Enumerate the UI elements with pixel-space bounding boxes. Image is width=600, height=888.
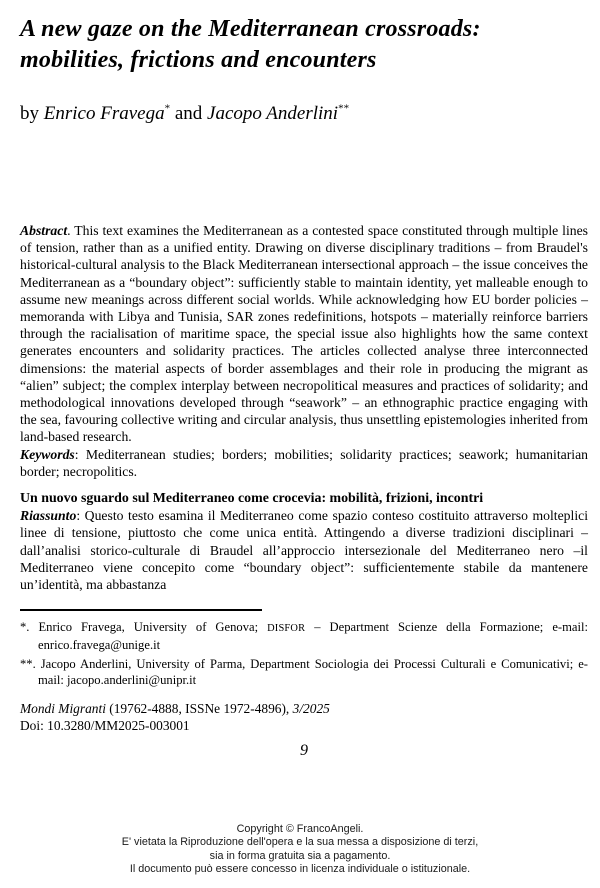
copyright-line-2: E' vietata la Riproduzione dell'opera e la sua messa a disposizione di terzi, [121, 836, 479, 849]
riassunto-text: : Questo testo esamina il Mediterraneo come spazio conteso costituito attraverso molteplici linee di tensione, piuttosto che come unica entità. Attingendo a diverse tradizioni disciplinari – dall’analisi storico-culturale di Braudel all’approccio intersezionale del Mediterraneo nero –il Mediterraneo viene concepito come “boundary object”: sufficientemente stabile da mantenere un’identità, ma abbastanza [20, 508, 588, 593]
byline-prefix: by [20, 103, 44, 124]
abstract-label: Abstract [20, 223, 68, 238]
journal-doi: Doi: 10.3280/MM2025-003001 [20, 717, 190, 733]
footnote-2 [20, 656, 588, 688]
copyright-notice [0, 823, 600, 876]
journal-info [20, 701, 588, 734]
riassunto-paragraph [20, 507, 588, 593]
abstract-text: . This text examines the Mediterranean as a contested space constituted through multiple lines of tension, rather than as a unified entity. Drawing on diverse disciplinary traditions – from Braudel's historical-cultural analysis to the Black Mediterranean intersectional approach – the issue conceives the Mediterranean as a “boundary object”: sufficiently stable to maintain identity, yet malleable enough to assume new meanings across different social worlds. While acknowledging how EU border policies – memoranda with Libya and Tunisia, SAR zones redefinitions, hotspots – materially reinforce barriers through the racialisation of maritime space, the special issue also highlights how the same context generates encounters and solidarity practices. The articles collected analyse three interconnected dimensions: the material aspects of border assemblages and their role in producing the migrant as “alien” subject; the complex interplay between necropolitical measures and practices of solidarity; and methodological innovations developed through “seawork” – an ethnographic practice engaging with the sea, favouring collective writing and circular analysis, thus unsettling epistemologies inherited from land-based research. [20, 223, 588, 445]
byline-conjunction: and [170, 103, 208, 124]
author-2: Jacopo Anderlini [207, 103, 339, 124]
footnote-separator-rule [20, 609, 262, 611]
journal-issue: 3/2025 [292, 701, 330, 717]
abstract-paragraph [20, 222, 588, 446]
footnote-1-text-after: – Department Scienze della Formazione; e-mail: enrico.fravega@unige.it [38, 620, 588, 653]
keywords-text: : Mediterranean studies; borders; mobilities; solidarity practices; seawork; humanitarian border; necropolitics. [20, 446, 588, 479]
author-1: Enrico Fravega [43, 103, 165, 124]
italian-title: Un nuovo sguardo sul Mediterraneo come crocevia: mobilità, frizioni, incontri [20, 491, 484, 507]
footnote-2-marker: **. [20, 657, 36, 672]
article-title: A new gaze on the Mediterranean crossroads: mobilities, frictions and encounters [20, 16, 481, 73]
riassunto-label: Riassunto [20, 508, 77, 524]
byline [20, 103, 588, 125]
abstract-section [20, 222, 588, 480]
author-2-footnote-mark: ** [338, 102, 350, 115]
footnote-1-marker: *. [20, 620, 30, 635]
footnote-1-text: Enrico Fravega, University of Genova; [29, 620, 268, 635]
copyright-line-4: Il documento può essere concesso in licenza individuale o istituzionale. [129, 862, 471, 875]
journal-name: Mondi Migranti [20, 701, 106, 717]
journal-issn: (19762-4888, ISSNe 1972-4896), [105, 701, 293, 717]
journal-line [20, 701, 588, 718]
footnote-2-text: Jacopo Anderlini, University of Parma, Department Sociologia dei Processi Culturali e Comunicativi; e-mail: jacopo.anderlini@unipr.it [35, 657, 588, 688]
author-1-footnote-mark: * [164, 102, 171, 115]
footnote-1-smallcaps: DISFOR [267, 623, 306, 635]
copyright-line-3: sia in forma gratuita sia a pagamento. [209, 849, 391, 862]
keywords-paragraph [20, 446, 588, 480]
footnotes [20, 619, 588, 688]
copyright-line-1: Copyright © FrancoAngeli. [236, 823, 364, 836]
page-number: 9 [300, 742, 308, 760]
keywords-label: Keywords [20, 446, 75, 462]
footnote-1 [20, 619, 588, 653]
